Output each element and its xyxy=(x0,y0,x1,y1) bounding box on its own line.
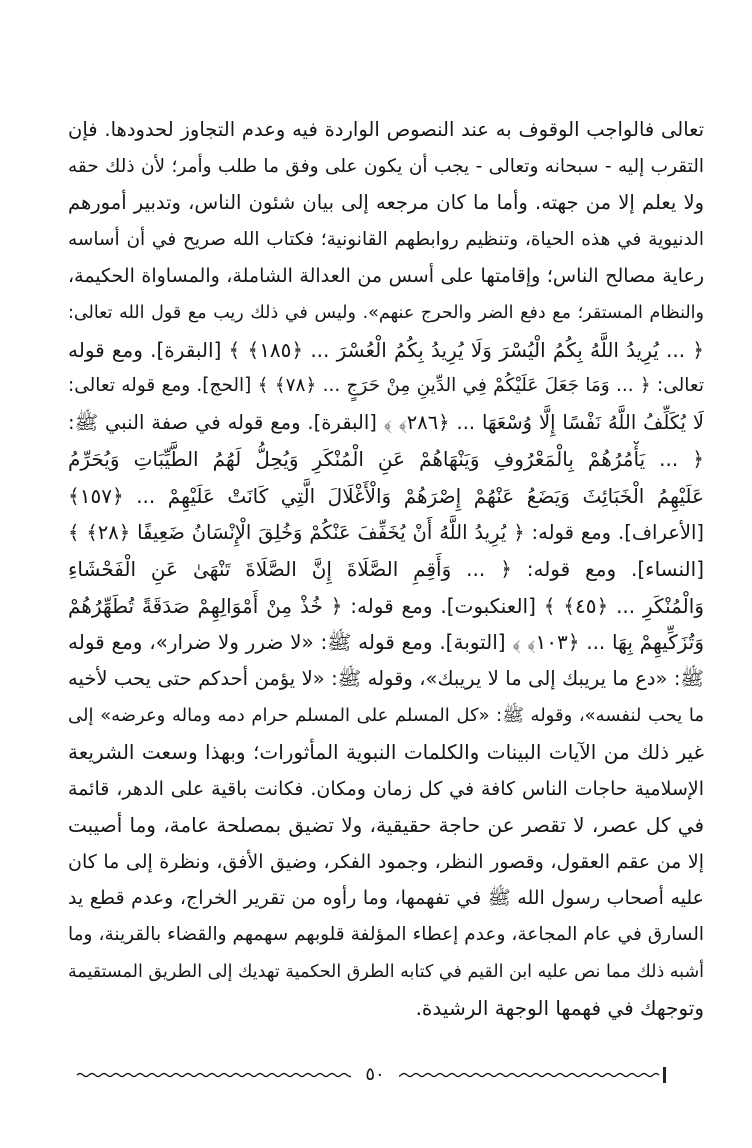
text-line: أشبه ذلك مما نص عليه ابن القيم في كتابه الطرق الحكمية تهديك إلى الطريق المستقيمة xyxy=(68,961,704,982)
text-line: تعالى: ﴿ ... وَمَا جَعَلَ عَلَيْكُمْ فِي الدِّينِ مِنْ حَرَجٍ ... ﴿٧٨﴾ ﴾ [الحج]. ومع قوله تعالى: xyxy=(68,375,704,397)
text-line: ولا يعلم إلا من جهته. وأما ما كان مرجعه إلى بيان شئون الناس، وتدبير أمورهم xyxy=(68,191,704,215)
text-line: رعاية مصالح الناس؛ وإقامتها على أسس من العدالة الشاملة، والمساواة الحكيمة، xyxy=(68,265,704,288)
text-line: وتوجهك في فهمها الوجهة الرشيدة. xyxy=(415,996,704,1021)
text-line: غير ذلك من الآيات البينات والكلمات النبوية المأثورات؛ وبهذا وسعت الشريعة xyxy=(68,740,704,765)
text-line: [الأعراف]. ومع قوله: ﴿ يُرِيدُ اللَّهُ أَنْ يُخَفِّفَ عَنْكُمْ وَخُلِقَ الْإِنْسَانُ ضَعِيفًا ﴿٢٨﴾ ﴾ xyxy=(68,520,704,544)
text-line: التقرب إليه - سبحانه وتعالى - يجب أن يكون على وفق ما طلب وأمر؛ لأن ذلك حقه xyxy=(68,155,704,177)
text-line: السارق في عام المجاعة، وعدم إعطاء المؤلفة قلوبهم سهمهم والقضاء بالقرينة، وما xyxy=(68,924,704,946)
body-text xyxy=(68,112,704,1027)
text-line: ﴿ ... يُرِيدُ اللَّهُ بِكُمُ الْيُسْرَ وَلَا يُرِيدُ بِكُمُ الْعُسْرَ ... ﴿١٨٥﴾ ﴾ [البقرة]. ومع قوله xyxy=(68,337,704,362)
text-line: ﷺ: «دع ما يريبك إلى ما لا يريبك»، وقوله ﷺ: «لا يؤمن أحدكم حتى يحب لأخيه xyxy=(68,666,704,690)
text-line: وَتُزَكِّيهِمْ بِهَا ... ﴿١٠٣﴾ ﴾ [التوبة]. ومع قوله ﷺ: «لا ضرر ولا ضرار»، ومع قوله xyxy=(68,630,704,655)
page-number-wrap xyxy=(75,1062,675,1088)
text-line: [النساء]. ومع قوله: ﴿ ... وَأَقِمِ الصَّلَاةَ إِنَّ الصَّلَاةَ تَنْهَىٰ عَنِ الْفَحْشَاءِ xyxy=(68,557,704,582)
text-line: عَلَيْهِمُ الْخَبَائِثَ وَيَضَعُ عَنْهُمْ إِصْرَهُمْ وَالْأَغْلَالَ الَّتِي كَانَتْ عَلَيْهِمْ ... ﴿١٥٧﴾ xyxy=(68,483,704,508)
text-line: لَا يُكَلِّفُ اللَّهُ نَفْسًا إِلَّا وُسْعَهَا ... ﴿٢٨٦﴾ ﴾ [البقرة]. ومع قوله في صفة النبي ﷺ: xyxy=(68,410,704,434)
text-line: عليه أصحاب رسول الله ﷺ في تفهمها، وما رأوه من تقرير الخراج، وعدم قطع يد xyxy=(68,887,704,910)
text-line: ﴿ ... يَأْمُرُهُمْ بِالْمَعْرُوفِ وَيَنْهَاهُمْ عَنِ الْمُنْكَرِ وَيُحِلُّ لَهُمُ الطَّيِّبَاتِ وَيُحَرِّمُ xyxy=(68,447,704,472)
text-line: والنظام المستقر؛ مع دفع الضر والحرج عنهم». وليس في ذلك ريب مع قول الله تعالى: xyxy=(68,302,704,323)
page-number: ٥٠ xyxy=(351,1064,398,1085)
text-line: وَالْمُنْكَرِ ... ﴿٤٥﴾ ﴾ [العنكبوت]. ومع قوله: ﴿ خُذْ مِنْ أَمْوَالِهِمْ صَدَقَةً تُطَهِّرُهُمْ xyxy=(68,593,704,618)
text-line: إلا من عقم العقول، وقصور النظر، وجمود الفكر، وضيق الأفق، ونظرة إلى ما كان xyxy=(68,850,704,873)
page-footer xyxy=(75,1062,675,1088)
text-line: في كل عصر، لا تقصر عن حاجة حقيقية، ولا تضيق بمصلحة عامة، وما أصيبت xyxy=(68,813,704,838)
text-line: الدنيوية في هذه الحياة، وتنظيم روابطهم القانونية؛ فكتاب الله صريح في أن أساسه xyxy=(68,228,704,250)
text-line: تعالى فالواجب الوقوف به عند النصوص الواردة فيه وعدم التجاوز لحدودها. فإن xyxy=(68,118,704,141)
text-line: الإسلامية حاجات الناس كافة في كل زمان ومكان. فكانت باقية على الدهر، قائمة xyxy=(68,777,704,800)
text-line: ما يحب لنفسه»، وقوله ﷺ: «كل المسلم على المسلم حرام دمه وماله وعرضه» إلى xyxy=(68,704,704,726)
